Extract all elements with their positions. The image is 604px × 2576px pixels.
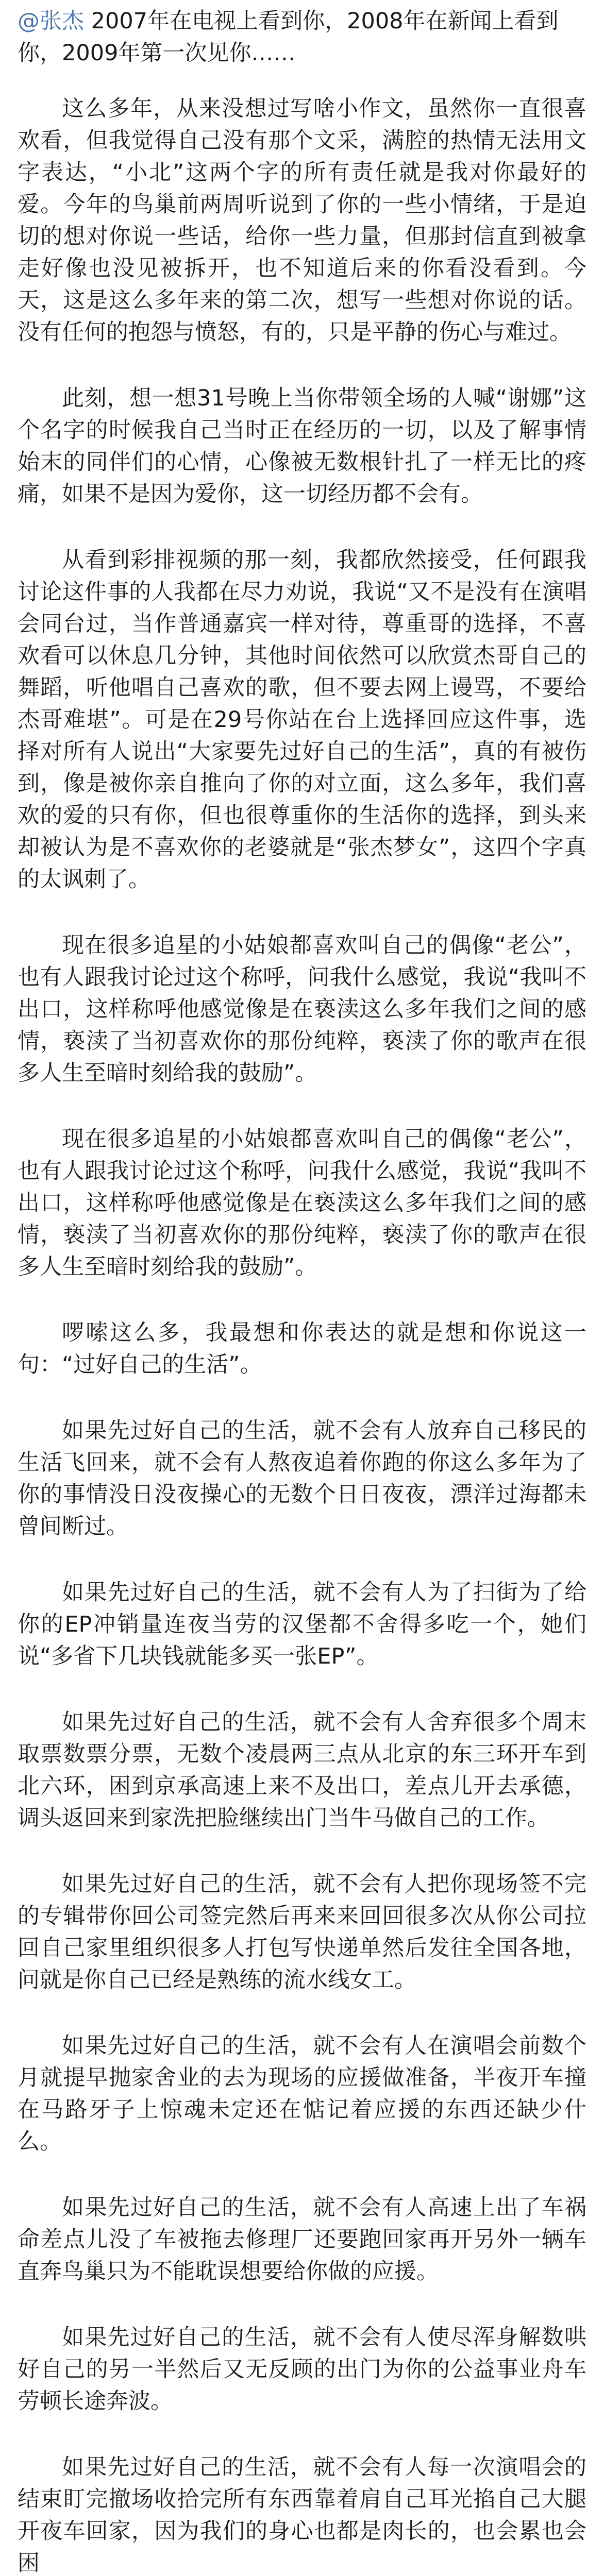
paragraph: 此刻，想一想31号晚上当你带领全场的人喊“谢娜”这个名字的时候我自己当时正在经历的一切，以及了解事情始末的同伴们的心情，心像被无数根针扎了一样无比的疼痛，如果不是因为爱你，这一切经历都不会有。 (18, 385, 586, 507)
paragraph: 如果先过好自己的生活，就不会有人使尽浑身解数哄好自己的另一半然后又无反顾的出门为你的公益事业舟车劳顿长途奔波。 (18, 2325, 586, 2414)
paragraph: 现在很多追星的小姑娘都喜欢叫自己的偶像“老公”，也有人跟我讨论过这个称呼，问我什么感觉，我说“我叫不出口，这样称呼他感觉像是在亵渎这么多年我们之间的感情，亵渎了当初喜欢你的那份纯粹，亵渎了你的歌声在很多人生至暗时刻给我的鼓励”。 (18, 1126, 586, 1280)
paragraph: 如果先过好自己的生活，就不会有人放弃自己移民的生活飞回来，就不会有人熬夜追着你跑的你这么多年为了你的事情没日没夜操心的无数个日日夜夜，漂洋过海都未曾间断过。 (18, 1418, 586, 1539)
header-text: 2007年在电视上看到你，2008年在新闻上看到你，2009年第一次见你…… (18, 8, 559, 66)
paragraph: 这么多年，从来没想过写啥小作文，虽然你一直很喜欢看，但我觉得自己没有那个文采，满腔的热情无法用文字表达，“小北”这两个字的所有责任就是我对你最好的爱。今年的鸟巢前两周听说到了你的一些小情绪，于是迫切的想对你说一些话，给你一些力量，但那封信直到被拿走好像也没见被拆开，也不知道后来的你看没看到。今天，这是这么多年来的第二次，想写一些想对你说的话。没有任何的抱怨与愤怒，有的，只是平静的伤心与难过。 (18, 96, 586, 345)
author-mention-link[interactable]: @张杰 (18, 8, 84, 34)
paragraph: 如果先过好自己的生活，就不会有人高速上出了车祸命差点儿没了车被拖去修理厂还要跑回家再开另外一辆车直奔鸟巢只为不能耽误想要给你做的应援。 (18, 2195, 586, 2284)
paragraph: 如果先过好自己的生活，就不会有人在演唱会前数个月就提早抛家舍业的去为现场的应援做准备，半夜开车撞在马路牙子上惊魂未定还在惦记着应援的东西还缺少什么。 (18, 2033, 586, 2155)
paragraph: 啰嗦这么多，我最想和你表达的就是想和你说这一句：“过好自己的生活”。 (18, 1320, 586, 1378)
paragraph: 如果先过好自己的生活，就不会有人舍弃很多个周末取票数票分票，无数个凌晨两三点从北京的东三环开车到北六环，困到京承高速上来不及出口，差点儿开去承德，调头返回来到家洗把脸继续出门当牛马做自己的工作。 (18, 1709, 586, 1831)
post-header (18, 5, 586, 69)
paragraph: 从看到彩排视频的那一刻，我都欣然接受，任何跟我讨论这件事的人我都在尽力劝说，我说“又不是没有在演唱会同台过，当作普通嘉宾一样对待，尊重哥的选择，不喜欢看可以休息几分钟，其他时间依然可以欣赏杰哥自己的舞蹈，听他唱自己喜欢的歌，但不要去网上谩骂，不要给杰哥难堪”。可是在29号你站在台上选择回应这件事，选择对所有人说出“大家要先过好自己的生活”，真的有被伤到，像是被你亲自推向了你的对立面，这么多年，我们喜欢的爱的只有你，但也很尊重你的生活你的选择，到头来却被认为是不喜欢你的老婆就是“张杰梦女”，这四个字真的太讽刺了。 (18, 547, 586, 892)
paragraph: 如果先过好自己的生活，就不会有人每一次演唱会的结束盯完撤场收拾完所有东西靠着肩自己耳光掐自己大腿开夜车回家，因为我们的身心也都是肉长的，也会累也会困 (18, 2454, 586, 2576)
paragraph: 如果先过好自己的生活，就不会有人把你现场签不完的专辑带你回公司签完然后再来来回回很多次从你公司拉回自己家里组织很多人打包写快递单然后发往全国各地，问就是你自己已经是熟练的流水线女工。 (18, 1871, 586, 1993)
paragraph: 现在很多追星的小姑娘都喜欢叫自己的偶像“老公”，也有人跟我讨论过这个称呼，问我什么感觉，我说“我叫不出口，这样称呼他感觉像是在亵渎这么多年我们之间的感情，亵渎了当初喜欢你的那份纯粹，亵渎了你的歌声在很多人生至暗时刻给我的鼓励”。 (18, 933, 586, 1086)
paragraph: 如果先过好自己的生活，就不会有人为了扫街为了给你的EP冲销量连夜当劳的汉堡都不舍得多吃一个，她们说“多省下几块钱就能多买一张EP”。 (18, 1580, 586, 1669)
